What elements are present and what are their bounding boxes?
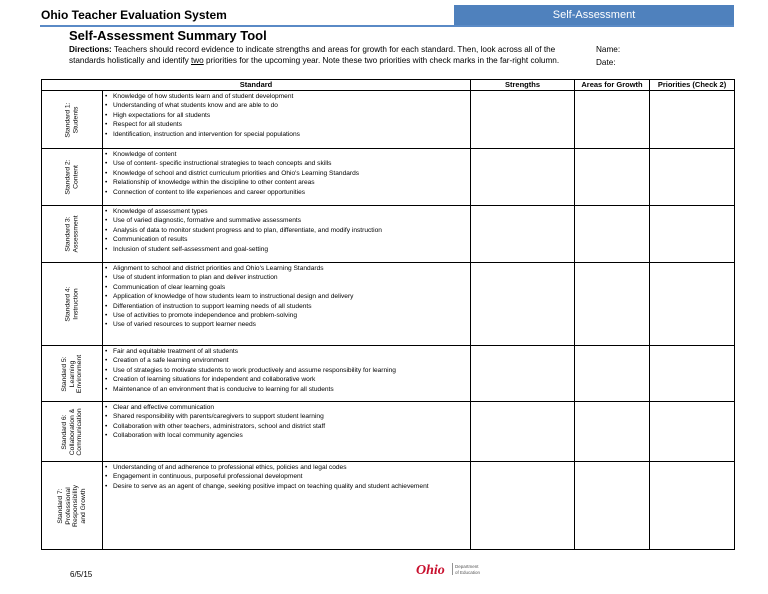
standard-label-line: Standard 6: [60,413,68,450]
standard-label-line: Collaboration & [68,408,76,455]
strengths-cell[interactable] [471,462,575,550]
list-item: • High expectations for all students [113,111,470,120]
strengths-cell[interactable] [471,346,575,402]
list-item: • Application of knowledge of how students learn to instructional design and delivery [113,292,470,301]
standard-items-list [103,91,470,139]
list-item: • Understanding of what students know and are able to do [113,101,470,110]
standard-items-list [103,149,470,197]
standard-items-list [103,263,470,330]
list-item: • Use of strategies to motivate students to work productively and assume responsibility for learning [113,366,470,375]
table-row [42,206,735,263]
areas-for-growth-cell[interactable] [575,402,650,462]
strengths-cell[interactable] [471,91,575,149]
priorities-cell[interactable] [650,91,735,149]
standard-label-line: Standard 7: [57,487,64,524]
standard-items-cell [103,263,471,346]
list-item: • Maintenance of an environment that is conducive to learning for all students [113,385,470,394]
self-assessment-table [41,79,735,550]
standard-label-cell [42,206,103,263]
name-label: Name: [596,45,621,54]
list-item: • Understanding of and adherence to professional ethics, policies and legal codes [113,463,470,472]
areas-for-growth-cell[interactable] [575,91,650,149]
table-body [42,91,735,550]
areas-for-growth-cell[interactable] [575,263,650,346]
standard-label [57,485,87,527]
standard-items-cell [103,402,471,462]
list-item: • Analysis of data to monitor student progress and to plan, differentiate, and modify instruction [113,226,470,235]
list-item: • Use of student information to plan and deliver instruction [113,273,470,282]
list-item: • Relationship of knowledge within the discipline to other content areas [113,178,470,187]
list-item: • Identification, instruction and intervention for special populations [113,130,470,139]
list-item: • Desire to serve as an agent of change, seeking positive impact on teaching quality and student achievement [113,482,470,491]
standard-items-cell [103,149,471,206]
system-title: Ohio Teacher Evaluation System [41,8,227,22]
areas-for-growth-cell[interactable] [575,346,650,402]
standard-label-line: Standard 5: [60,355,68,392]
list-item: • Fair and equitable treatment of all students [113,347,470,356]
ohio-department-of-education-logo [416,561,496,582]
list-item: • Alignment to school and district priorities and Ohio's Learning Standards [113,264,470,273]
list-item: • Communication of results [113,235,470,244]
standard-label-line: and Growth [79,487,87,524]
standard-label [65,102,80,137]
standard-items-list [103,346,470,394]
strengths-cell[interactable] [471,263,575,346]
table-row [42,402,735,462]
standard-label [61,408,84,455]
directions-label: Directions: [69,45,112,54]
standard-label-cell [42,462,103,550]
list-item: • Engagement in continuous, purposeful professional development [113,472,470,481]
priorities-cell[interactable] [650,402,735,462]
directions-text [69,44,569,66]
priorities-cell[interactable] [650,346,735,402]
list-item: • Knowledge of content [113,150,470,159]
table-row [42,263,735,346]
list-item: • Knowledge of school and district curriculum priorities and Ohio's Learning Standards [113,169,470,178]
areas-for-growth-cell[interactable] [575,206,650,263]
table-row [42,149,735,206]
column-header-standard: Standard [42,80,471,91]
standard-label-line: Standard 2: [64,159,72,195]
standard-label [65,215,80,252]
priorities-cell[interactable] [650,206,735,263]
list-item: • Use of content- specific instructional strategies to teach concepts and skills [113,159,470,168]
column-header-priorities: Priorities (Check 2) [650,80,735,91]
standard-label-line: Communication [75,407,83,456]
standard-label-line: Standard 1: [64,101,72,138]
standard-label [65,286,80,321]
page-title: Self-Assessment Summary Tool [69,28,267,43]
list-item: • Communication of clear learning goals [113,283,470,292]
list-item: • Knowledge of how students learn and of student development [113,92,470,101]
section-tab: Self-Assessment [454,5,734,26]
standard-label-cell [42,91,103,149]
standard-label [61,354,84,392]
standard-label-line: Assessment [72,215,79,253]
areas-for-growth-cell[interactable] [575,462,650,550]
list-item: • Creation of a safe learning environment [113,356,470,365]
table-row [42,462,735,550]
standard-label-line: Students [72,106,79,133]
standard-label-line: Standard 3: [64,216,72,252]
standard-label-line: Content [72,165,79,189]
list-item: • Inclusion of student self-assessment and goal-setting [113,245,470,254]
priorities-cell[interactable] [650,263,735,346]
standard-label [65,159,80,194]
strengths-cell[interactable] [471,402,575,462]
table-row [42,346,735,402]
footer-date: 6/5/15 [70,570,93,579]
standard-items-cell [103,91,471,149]
standard-items-list [103,402,470,441]
standard-items-cell [103,206,471,263]
standard-label-cell [42,402,103,462]
standard-label-line: Instruction [72,288,79,320]
standard-label-line: Standard 4: [64,286,72,322]
list-item: • Connection of content to life experiences and career opportunities [113,188,470,197]
standard-label-cell [42,149,103,206]
table-row [42,91,735,149]
list-item: • Collaboration with local community agencies [113,431,470,440]
standard-label-cell [42,263,103,346]
strengths-cell[interactable] [471,206,575,263]
areas-for-growth-cell[interactable] [575,149,650,206]
priorities-cell[interactable] [650,462,735,550]
standard-items-list [103,462,470,491]
standard-label-line: Learning [68,360,76,387]
standard-label-cell [42,346,103,402]
header-rule [40,25,734,27]
priorities-cell[interactable] [650,149,735,206]
list-item: • Clear and effective communication [113,403,470,412]
column-header-strengths: Strengths [471,80,575,91]
list-item: • Collaboration with other teachers, administrators, school and district staff [113,422,470,431]
column-header-areas-for-growth: Areas for Growth [575,80,650,91]
list-item: • Use of varied diagnostic, formative and summative assessments [113,216,470,225]
directions-part2: priorities for the upcoming year. Note these two priorities with check marks in the far-right column. [203,56,560,65]
standard-items-list [103,206,470,254]
svg-text:Department: Department [455,564,479,569]
table-header-row [42,80,735,91]
standard-label-line: Professional [64,486,72,525]
standard-items-cell [103,462,471,550]
list-item: • Creation of learning situations for independent and collaborative work [113,375,470,384]
list-item: • Differentiation of instruction to support learning needs of all students [113,302,470,311]
svg-text:of Education: of Education [455,570,481,575]
svg-text:Ohio: Ohio [416,563,445,577]
standard-label-line: Responsibility [72,484,79,527]
directions-part1: Teachers should record evidence to indicate strengths and areas for growth for each standard. Then, look across all of the standards holistically and identify [69,45,556,65]
list-item: • Shared responsibility with parents/caregivers to support student learning [113,412,470,421]
list-item: • Respect for all students [113,120,470,129]
list-item: • Use of varied resources to support learner needs [113,320,470,329]
standard-label-line: Environment [75,354,83,393]
list-item: • Use of activities to promote independence and problem-solving [113,311,470,320]
standard-items-cell [103,346,471,402]
strengths-cell[interactable] [471,149,575,206]
date-label: Date: [596,58,616,67]
directions-emphasis: two [190,56,204,65]
list-item: • Knowledge of assessment types [113,207,470,216]
